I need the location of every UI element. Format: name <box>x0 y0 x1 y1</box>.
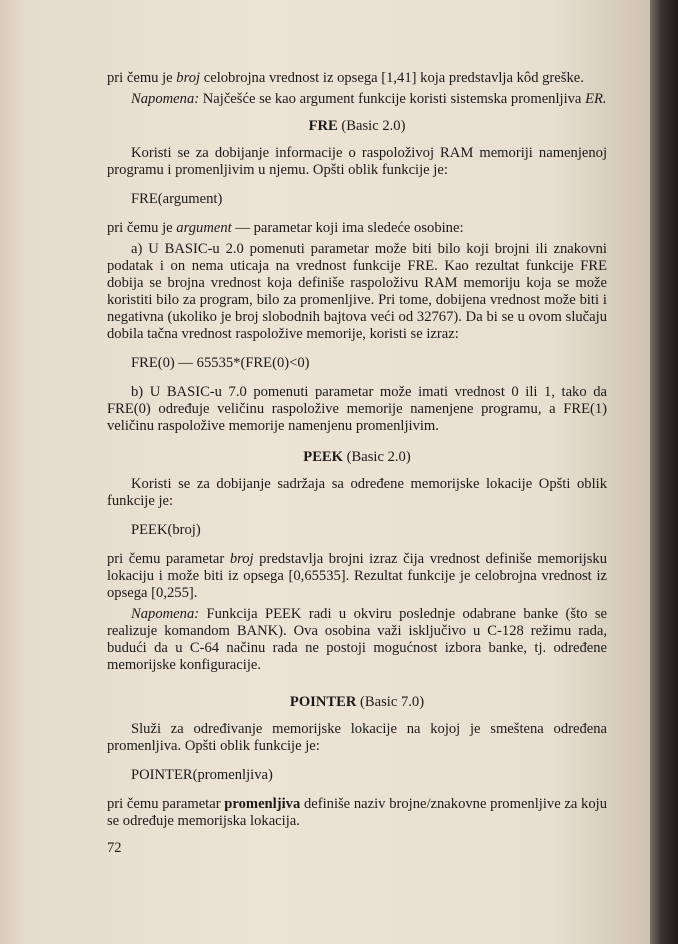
italic-term: broj <box>229 551 254 567</box>
heading-fre <box>107 118 607 135</box>
page-content <box>107 70 607 830</box>
function-name: FRE <box>308 118 338 134</box>
fre-formula: FRE(0) — 65535*(FRE(0)<0) <box>131 355 310 371</box>
page-number: 72 <box>107 840 122 856</box>
text: pri čemu parametar <box>107 796 225 812</box>
text: definiše naziv brojne/znakovne promenljive za koju se određuje memorijska lokacija. <box>107 796 607 829</box>
text: pri čemu parametar <box>107 551 230 567</box>
italic-term: broj <box>176 70 201 86</box>
function-name: POINTER <box>289 694 357 710</box>
basic-version: (Basic 7.0) <box>356 694 425 710</box>
fre-description: Koristi se za dobijanje informacije o raspoloživoj RAM memoriji namenjenoj programu i promenljivim u njemu. Opšti oblik funkcije je: <box>107 145 607 178</box>
italic-term: argument <box>176 220 232 236</box>
note-er <box>107 91 607 108</box>
text: predstavlja brojni izraz čija vrednost definiše memorijsku lokaciju i može biti iz opsega [0,65535]. Rezultat funkcije je celobrojna vrednost iz opsega [0,255]. <box>107 551 608 601</box>
bold-term: promenljiva <box>224 796 301 812</box>
text: pri čemu je <box>107 70 177 86</box>
note-label: Napomena: <box>131 91 200 107</box>
heading-peek <box>107 449 607 466</box>
italic-term: ER. <box>585 91 607 107</box>
fre-item-b: b) U BASIC-u 7.0 pomenuti parametar može imati vrednost 0 ili 1, tako da FRE(0) određuje veličinu raspoložive memorije namenjene programu, a FRE(1) veličinu raspoložive memorije namenjenu promenljivim. <box>107 384 607 434</box>
paragraph-error-code <box>107 70 607 87</box>
basic-version: (Basic 2.0) <box>343 449 411 465</box>
fre-syntax: FRE(argument) <box>131 191 223 207</box>
pointer-argument <box>107 796 607 830</box>
peek-argument <box>107 551 607 602</box>
heading-pointer <box>107 694 607 711</box>
text: celobrojna vrednost iz opsega [1,41] koja predstavlja kôd greške. <box>200 70 584 86</box>
note-peek <box>107 606 607 674</box>
text: pri čemu je <box>107 220 177 236</box>
fre-item-a: a) U BASIC-u 2.0 pomenuti parametar može biti bilo koji brojni ili znakovni podatak i on nema uticaja na vrednost funkcije FRE. Kao rezultat funkcije FRE dobija se brojna vrednost koja definiše raspoloživu RAM memoriju koja se može koristiti bilo za program, bilo za promenljive. Pri tome, dobijena vrednost može biti i negativna (ukoliko je broj slobodnih bajtova veći od 32767). Da bi se u ovom slučaju dobila tačna vrednost raspoložive memorije, koristi se izraz: <box>107 241 607 342</box>
text: — parametar koji ima sledeće osobine: <box>231 220 464 236</box>
pointer-syntax: POINTER(promenljiva) <box>131 767 273 783</box>
function-name: PEEK <box>303 449 344 465</box>
note-label: Napomena: <box>131 606 200 622</box>
peek-description: Koristi se za dobijanje sadržaja sa određene memorijske lokacije Opšti oblik funkcije je: <box>107 476 607 509</box>
peek-syntax: PEEK(broj) <box>131 522 201 538</box>
text: Najčešće se kao argument funkcije koristi sistemska promenljiva <box>199 91 586 107</box>
pointer-description: Služi za određivanje memorijske lokacije na kojoj je smeštena određena promenljiva. Opšti oblik funkcije je: <box>107 721 607 754</box>
text: Funkcija PEEK radi u okviru poslednje odabrane banke (što se realizuje komandom BANK). Ova osobina važi isključivo u C-128 režimu rada, budući da u C-64 načinu rada ne postoji mogućnost izbora banke, tj. određene memorijske konfiguracije. <box>107 606 607 673</box>
book-spine-shadow <box>650 0 678 944</box>
basic-version: (Basic 2.0) <box>337 118 406 134</box>
fre-argument <box>107 220 607 237</box>
